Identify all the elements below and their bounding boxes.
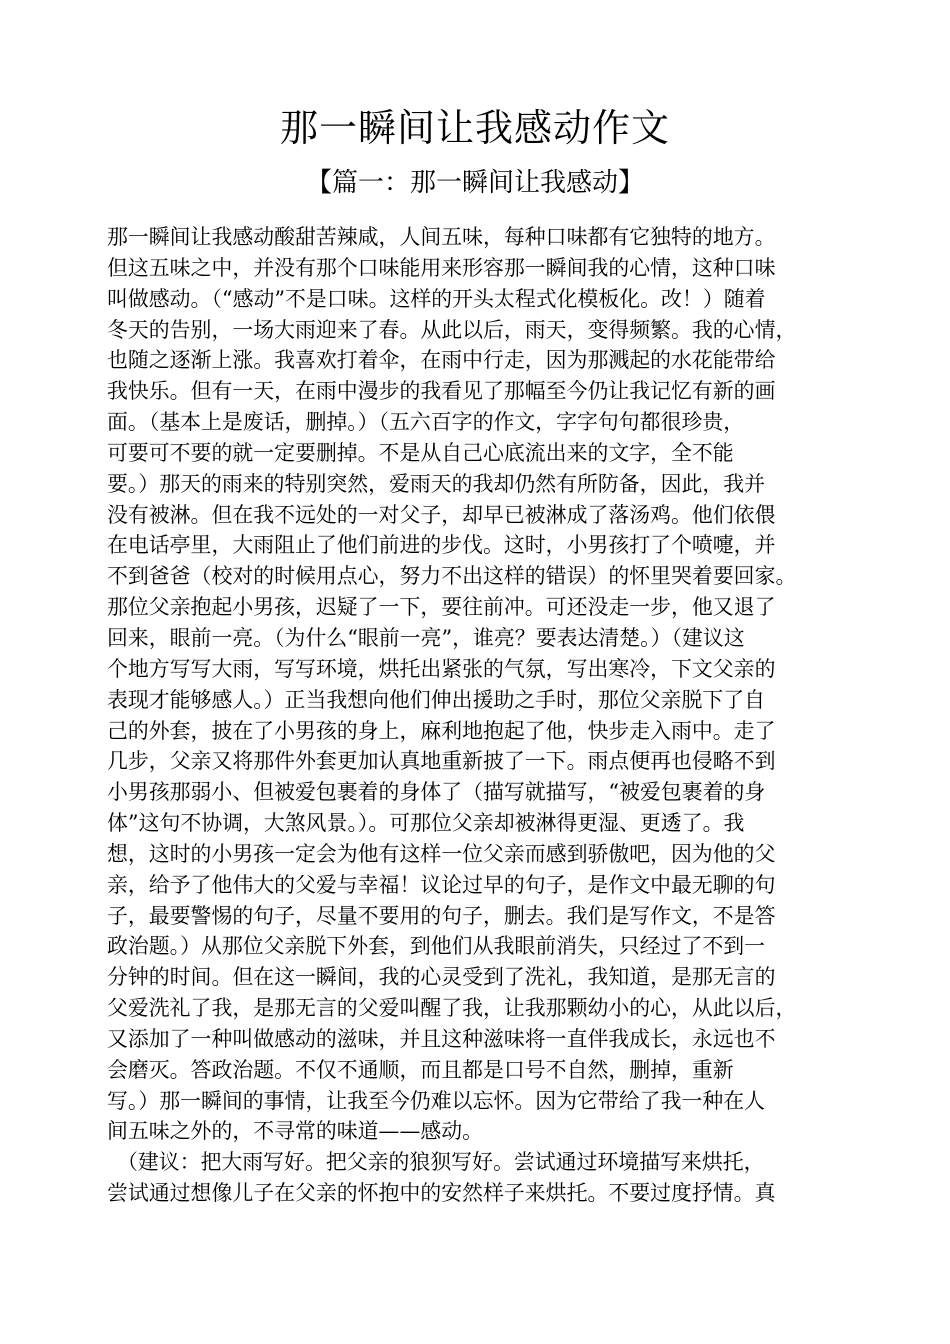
text-line: 分钟的时间。但在这一瞬间，我的心灵受到了洗礼，我知道，是那无言的 xyxy=(107,965,776,990)
text-line: 亲，给予了他伟大的父爱与幸福！议论过早的句子，是作文中最无聊的句 xyxy=(107,872,776,897)
text-line: 没有被淋。但在我不远处的一对父子，却早已被淋成了落汤鸡。他们依偎 xyxy=(107,502,776,527)
text-line: 表现才能够感人。）正当我想向他们伸出援助之手时，那位父亲脱下了自 xyxy=(107,687,766,712)
text-line: 也随之逐渐上涨。我喜欢打着伞，在雨中行走，因为那溅起的水花能带给 xyxy=(107,348,776,373)
text-line: 子，最要警惕的句子，尽量不要用的句子，删去。我们是写作文，不是答 xyxy=(107,903,776,928)
text-line: 那位父亲抱起小男孩，迟疑了一下，要往前冲。可还没走一步，他又退了 xyxy=(107,595,776,620)
text-line: 那一瞬间让我感动酸甜苦辣咸，人间五味，每种口味都有它独特的地方。 xyxy=(107,225,776,249)
text-line: 会磨灭。答政治题。不仅不通顺，而且都是口号不自然，删掉，重新 xyxy=(107,1057,734,1082)
text-line: 小男孩那弱小、但被爱包裹着的身体了（描写就描写，“被爱包裹着的身 xyxy=(107,780,766,805)
text-line: 想，这时的小男孩一定会为他有这样一位父亲而感到骄傲吧，因为他的父 xyxy=(107,841,776,866)
text-line: 写。）那一瞬间的事情，让我至今仍难以忘怀。因为它带给了我一种在人 xyxy=(107,1088,766,1113)
text-line: 政治题。）从那位父亲脱下外套，到他们从我眼前消失，只经过了不到一 xyxy=(107,934,766,959)
text-line: 可要可不要的就一定要删掉。不是从自己心底流出来的文字，全不能 xyxy=(107,440,734,465)
text-line: 尝试通过想像儿子在父亲的怀抱中的安然样子来烘托。不要过度抒情。真 xyxy=(107,1181,776,1206)
text-line: 己的外套，披在了小男孩的身上，麻利地抱起了他，快步走入雨中。走了 xyxy=(107,718,776,743)
text-line: 但这五味之中，并没有那个口味能用来形容那一瞬间我的心情，这种口味 xyxy=(107,255,776,280)
text-line: 又添加了一种叫做感动的滋味，并且这种滋味将一直伴我成长，永远也不 xyxy=(107,1026,776,1051)
text-line: 回来，眼前一亮。（为什么“眼前一亮”，谁亮？要表达清楚。）（建议这 xyxy=(107,625,745,650)
text-line: （建议：把大雨写好。把父亲的狼狈写好。尝试通过环境描写来烘托， xyxy=(116,1150,765,1175)
text-line: 面。（基本上是废话，删掉。）（五六百字的作文，字字句句都很珍贵， xyxy=(107,410,745,435)
text-line: 不到爸爸（校对的时候用点心，努力不出这样的错误）的怀里哭着要回家。 xyxy=(107,564,797,589)
text-line: 冬天的告别，一场大雨迎来了春。从此以后，雨天，变得频繁。我的心情， xyxy=(107,317,797,342)
text-line: 要。）那天的雨来的特别突然，爱雨天的我却仍然有所防备，因此，我并 xyxy=(107,471,766,496)
text-line: 间五味之外的，不寻常的味道——感动。 xyxy=(107,1119,484,1144)
text-line: 体”这句不协调，大煞风景。）。可那位父亲却被淋得更湿、更透了。我 xyxy=(107,811,745,836)
document-subtitle: 【篇一：那一瞬间让我感动】 xyxy=(305,168,644,198)
essay-body xyxy=(107,222,867,1209)
text-line: 叫做感动。（“感动”不是口味。这样的开头太程式化模板化。改！）随着 xyxy=(107,286,766,311)
text-line: 我快乐。但有一天，在雨中漫步的我看见了那幅至今仍让我记忆有新的画 xyxy=(107,379,776,404)
document-title: 那一瞬间让我感动作文 xyxy=(279,106,670,150)
text-line: 父爱洗礼了我，是那无言的父爱叫醒了我，让我那颗幼小的心，从此以后， xyxy=(107,996,797,1021)
text-line: 在电话亭里，大雨阻止了他们前进的步伐。这时，小男孩打了个喷嚏，并 xyxy=(107,533,776,558)
text-line: 个地方写写大雨，写写环境，烘托出紧张的气氛，写出寒冷，下文父亲的 xyxy=(107,656,776,681)
text-line: 几步，父亲又将那件外套更加认真地重新披了一下。雨点便再也侵略不到 xyxy=(107,749,776,774)
